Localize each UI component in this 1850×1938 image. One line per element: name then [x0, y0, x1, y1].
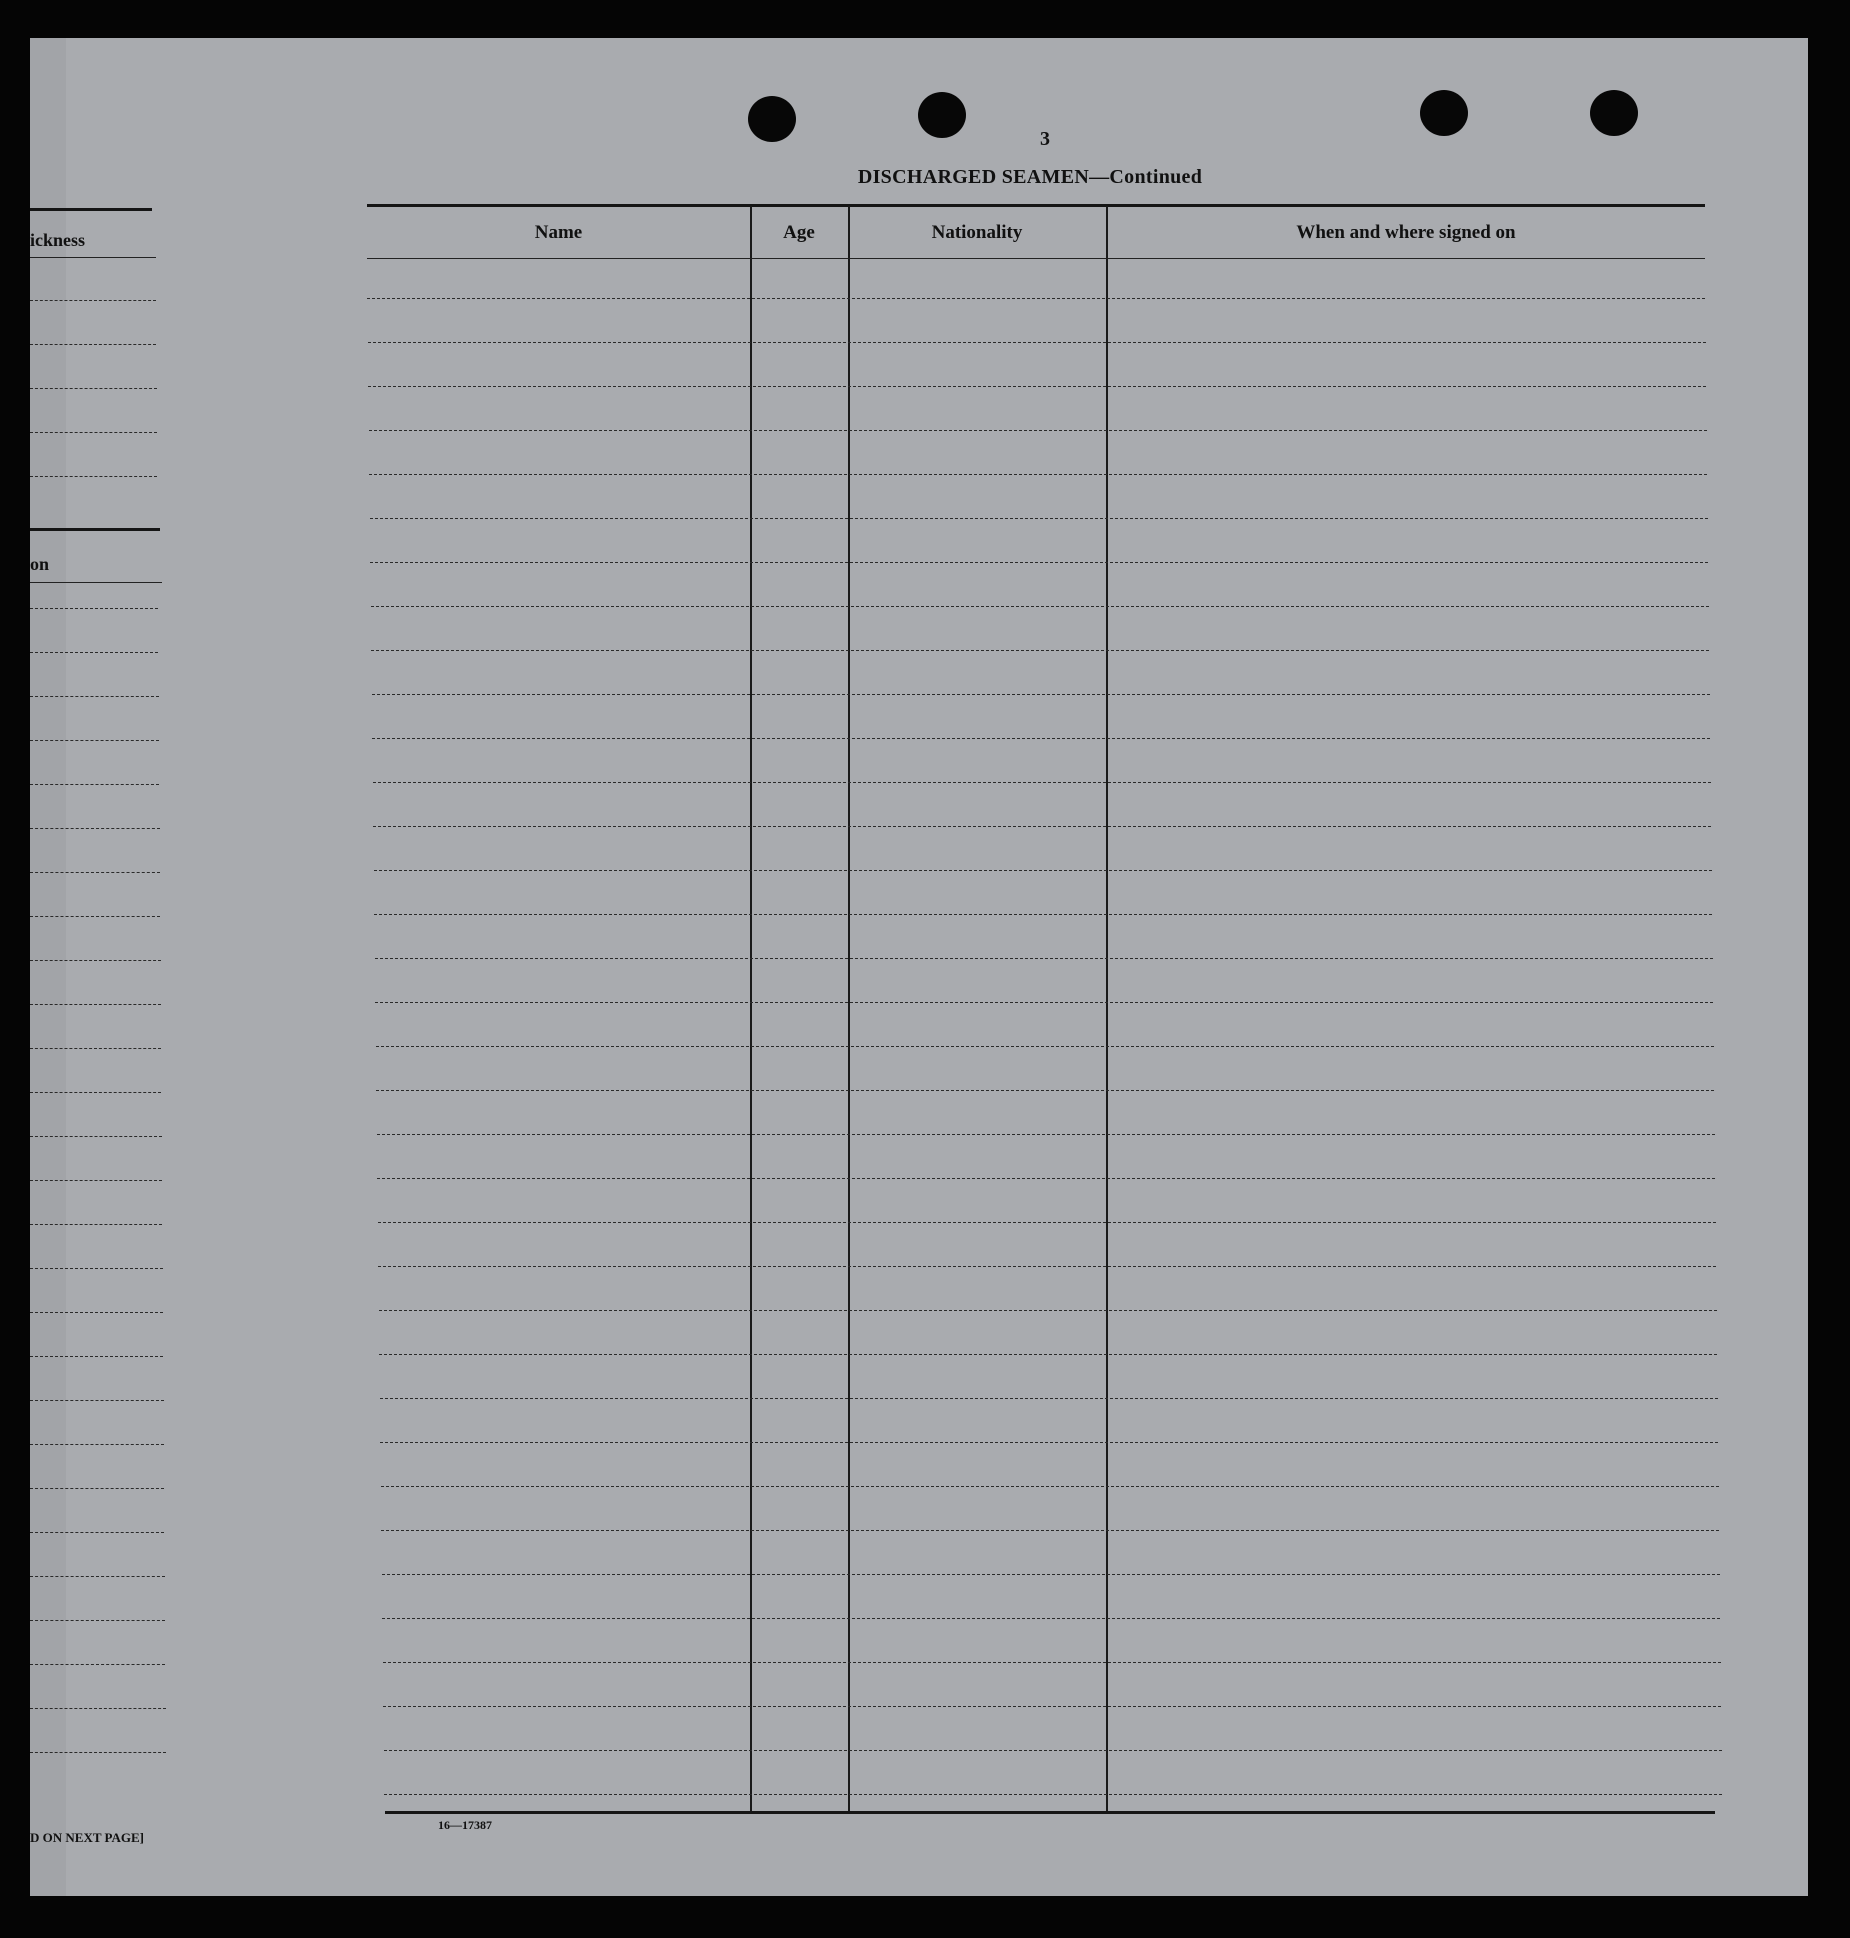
stub-row-line: [30, 872, 160, 873]
stub-row-line: [30, 828, 160, 829]
table-row-line: [380, 1398, 1718, 1399]
stub-row-line: [30, 1136, 162, 1137]
stub-row-line: [30, 1356, 163, 1357]
stub-top-rule: [30, 208, 152, 211]
stub-row-line: [30, 388, 157, 389]
header-bottom-rule: [367, 258, 1705, 259]
stub-row-line: [30, 696, 159, 697]
table-row-line: [379, 1354, 1717, 1355]
stub-row-line: [30, 1576, 165, 1577]
punch-hole: [1590, 90, 1638, 136]
title-continued: —Continued: [1089, 166, 1203, 188]
table-row-line: [384, 1794, 1722, 1795]
page-number: 3: [1040, 128, 1050, 150]
stub-row-line: [30, 652, 158, 653]
stub-label-rule: [30, 582, 162, 583]
table-row-line: [367, 298, 1705, 299]
table-row-line: [376, 1046, 1714, 1047]
table-row-line: [381, 1530, 1719, 1531]
table-row-line: [374, 914, 1712, 915]
stub-row-line: [30, 960, 161, 961]
table-row-line: [374, 870, 1712, 871]
stub-row-line: [30, 1620, 165, 1621]
table-row-line: [384, 1750, 1722, 1751]
column-header-age: Age: [783, 222, 815, 243]
table-top-rule: [367, 204, 1705, 207]
stub-row-line: [30, 1004, 161, 1005]
form-sheet: [30, 38, 1808, 1896]
table-row-line: [372, 694, 1710, 695]
stub-footer-note: D ON NEXT PAGE]: [30, 1830, 144, 1845]
stub-row-line: [30, 1268, 163, 1269]
stub-heading-fragment: ickness: [30, 230, 86, 250]
stub-row-line: [30, 1532, 164, 1533]
left-stub-strip: [30, 38, 66, 1896]
table-row-line: [378, 1266, 1716, 1267]
column-divider-1: [750, 206, 752, 1814]
table-bottom-rule: [385, 1811, 1715, 1814]
table-row-line: [370, 518, 1708, 519]
stub-row-line: [30, 608, 158, 609]
punch-hole: [748, 96, 796, 142]
table-row-line: [371, 650, 1709, 651]
stub-row-line: [30, 1488, 164, 1489]
stub-row-line: [30, 300, 156, 301]
table-row-line: [377, 1134, 1715, 1135]
table-row-line: [380, 1442, 1718, 1443]
column-header-nationality: Nationality: [931, 222, 1023, 243]
table-row-line: [379, 1310, 1717, 1311]
table-row-line: [368, 386, 1706, 387]
table-row-line: [378, 1222, 1716, 1223]
stub-row-line: [30, 1400, 164, 1401]
stub-row-line: [30, 1752, 166, 1753]
table-row-line: [373, 782, 1711, 783]
punch-hole: [1420, 90, 1468, 136]
stub-label-fragment: on: [30, 554, 50, 574]
table-row-line: [369, 430, 1707, 431]
table-row-line: [375, 1002, 1713, 1003]
table-row-line: [377, 1178, 1715, 1179]
stub-section-rule: [30, 528, 160, 531]
stub-row-line: [30, 1092, 161, 1093]
stub-row-line: [30, 476, 157, 477]
stub-row-line: [30, 1048, 161, 1049]
table-row-line: [376, 1090, 1714, 1091]
table-row-line: [382, 1574, 1720, 1575]
stub-row-line: [30, 1312, 163, 1313]
stub-row-line: [30, 740, 159, 741]
title-main: DISCHARGED SEAMEN: [857, 166, 1090, 188]
table-row-line: [371, 606, 1709, 607]
stub-row-line: [30, 916, 160, 917]
table-row-line: [382, 1618, 1720, 1619]
form-title: [730, 166, 1330, 189]
stub-row-line: [30, 1708, 166, 1709]
stub-row-line: [30, 1224, 162, 1225]
column-header-name: Name: [534, 222, 583, 243]
table-row-line: [381, 1486, 1719, 1487]
stub-heading-rule: [30, 257, 156, 258]
table-row-line: [383, 1706, 1721, 1707]
print-code: 16—17387: [438, 1818, 492, 1832]
table-row-line: [372, 738, 1710, 739]
punch-hole: [918, 92, 966, 138]
table-row-line: [369, 474, 1707, 475]
table-row-line: [375, 958, 1713, 959]
column-header-signed-on: When and where signed on: [1296, 222, 1516, 243]
stub-row-line: [30, 344, 156, 345]
column-divider-3: [1106, 206, 1108, 1814]
column-divider-2: [848, 206, 850, 1814]
stub-row-line: [30, 1444, 164, 1445]
table-row-line: [383, 1662, 1721, 1663]
stub-row-line: [30, 784, 159, 785]
stub-row-line: [30, 1664, 165, 1665]
table-row-line: [370, 562, 1708, 563]
stub-row-line: [30, 432, 157, 433]
table-row-line: [368, 342, 1706, 343]
stub-row-line: [30, 1180, 162, 1181]
table-row-line: [373, 826, 1711, 827]
